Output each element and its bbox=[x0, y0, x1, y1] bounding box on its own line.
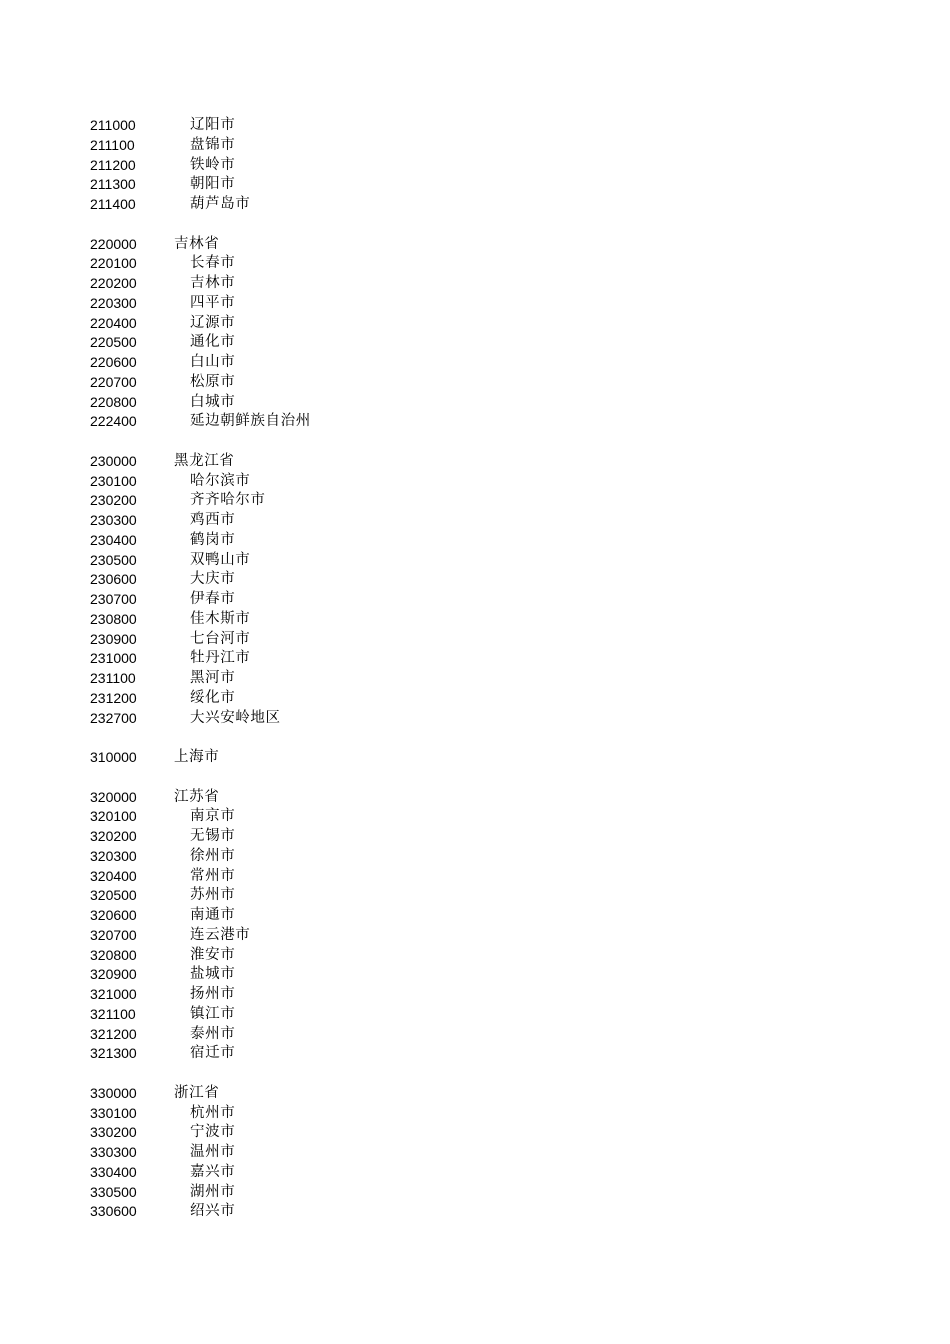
blank-line bbox=[90, 728, 690, 748]
blank-line bbox=[90, 1064, 690, 1084]
city-row bbox=[90, 373, 690, 393]
region-code: 220600 bbox=[90, 354, 137, 370]
region-code: 330300 bbox=[90, 1144, 137, 1160]
city-name: 哈尔滨市 bbox=[190, 472, 251, 489]
city-name: 镇江市 bbox=[190, 1005, 236, 1022]
city-row bbox=[90, 412, 690, 432]
city-row bbox=[90, 136, 690, 156]
city-row bbox=[90, 965, 690, 985]
region-code: 320300 bbox=[90, 847, 137, 864]
city-row bbox=[90, 195, 690, 215]
city-row bbox=[90, 1202, 690, 1222]
region-code: 320200 bbox=[90, 828, 137, 844]
city-row bbox=[90, 353, 690, 373]
city-name: 松原市 bbox=[190, 373, 236, 390]
region-code: 211100 bbox=[90, 136, 135, 153]
city-name: 南通市 bbox=[190, 907, 236, 923]
city-name: 宿迁市 bbox=[190, 1045, 236, 1062]
region-code: 220100 bbox=[90, 255, 137, 272]
region-code: 310000 bbox=[90, 749, 137, 765]
city-row bbox=[90, 1044, 690, 1064]
region-code: 222400 bbox=[90, 413, 137, 430]
city-name: 无锡市 bbox=[190, 828, 236, 844]
city-name: 大兴安岭地区 bbox=[190, 709, 281, 726]
city-name: 白山市 bbox=[190, 354, 236, 370]
region-code: 211300 bbox=[90, 176, 136, 193]
city-row bbox=[90, 926, 690, 946]
region-code: 220700 bbox=[90, 373, 137, 390]
city-row bbox=[90, 274, 690, 294]
region-code: 230800 bbox=[90, 610, 137, 627]
city-row bbox=[90, 1025, 690, 1045]
region-code: 330000 bbox=[90, 1084, 137, 1101]
region-code: 230300 bbox=[90, 512, 137, 528]
city-name: 朝阳市 bbox=[190, 176, 236, 193]
city-row bbox=[90, 590, 690, 610]
city-name: 铁岭市 bbox=[190, 156, 236, 173]
city-name: 常州市 bbox=[190, 867, 236, 884]
region-code: 330500 bbox=[90, 1183, 137, 1200]
region-code: 232700 bbox=[90, 709, 137, 726]
city-row bbox=[90, 175, 690, 195]
city-name: 吉林市 bbox=[190, 275, 236, 291]
city-row bbox=[90, 393, 690, 413]
city-name: 牡丹江市 bbox=[190, 650, 251, 667]
province-row bbox=[90, 1084, 690, 1104]
city-row bbox=[90, 1163, 690, 1183]
region-code: 330400 bbox=[90, 1163, 137, 1180]
province-row bbox=[90, 235, 690, 255]
city-name: 鹤岗市 bbox=[190, 531, 236, 548]
city-row bbox=[90, 333, 690, 353]
city-row bbox=[90, 867, 690, 887]
city-name: 辽阳市 bbox=[190, 117, 236, 133]
city-row bbox=[90, 531, 690, 551]
province-row bbox=[90, 452, 690, 472]
city-row bbox=[90, 827, 690, 847]
region-code: 230100 bbox=[90, 472, 137, 489]
city-name: 双鸭山市 bbox=[190, 551, 251, 568]
city-row bbox=[90, 472, 690, 492]
province-name: 浙江省 bbox=[174, 1084, 220, 1101]
region-code: 320600 bbox=[90, 907, 137, 923]
blank-line bbox=[90, 768, 690, 788]
city-row bbox=[90, 294, 690, 314]
region-code: 220000 bbox=[90, 235, 137, 252]
city-row bbox=[90, 1183, 690, 1203]
city-row bbox=[90, 551, 690, 571]
region-code: 211400 bbox=[90, 196, 136, 212]
region-code: 230000 bbox=[90, 452, 137, 469]
city-name: 连云港市 bbox=[190, 926, 251, 943]
city-name: 白城市 bbox=[190, 393, 236, 410]
city-name: 徐州市 bbox=[190, 847, 236, 864]
blank-line bbox=[90, 215, 690, 235]
region-code: 320500 bbox=[90, 887, 137, 904]
city-name: 七台河市 bbox=[190, 630, 251, 647]
region-code: 231200 bbox=[90, 689, 137, 706]
city-name: 苏州市 bbox=[190, 887, 236, 904]
city-row bbox=[90, 649, 690, 669]
city-name: 泰州市 bbox=[190, 1025, 236, 1042]
region-code: 220500 bbox=[90, 334, 137, 351]
region-code: 330200 bbox=[90, 1124, 137, 1141]
city-name: 大庆市 bbox=[190, 571, 236, 588]
city-row bbox=[90, 807, 690, 827]
region-code: 320100 bbox=[90, 808, 137, 825]
region-code: 211000 bbox=[90, 117, 136, 133]
province-name: 吉林省 bbox=[174, 235, 220, 252]
city-row bbox=[90, 1143, 690, 1163]
region-code: 230200 bbox=[90, 492, 137, 509]
city-row bbox=[90, 610, 690, 630]
city-row bbox=[90, 906, 690, 926]
city-name: 嘉兴市 bbox=[190, 1163, 236, 1180]
city-row bbox=[90, 669, 690, 689]
province-row bbox=[90, 748, 690, 768]
region-code: 231000 bbox=[90, 650, 137, 667]
city-row bbox=[90, 570, 690, 590]
blank-line bbox=[90, 432, 690, 452]
region-code: 230700 bbox=[90, 591, 137, 607]
region-code-list bbox=[90, 116, 690, 1222]
city-name: 佳木斯市 bbox=[190, 610, 251, 627]
province-name: 黑龙江省 bbox=[174, 452, 235, 469]
city-name: 绥化市 bbox=[190, 689, 236, 706]
city-name: 盐城市 bbox=[190, 966, 236, 983]
region-code: 330600 bbox=[90, 1203, 137, 1220]
region-code: 230500 bbox=[90, 551, 137, 568]
city-name: 延边朝鲜族自治州 bbox=[190, 413, 311, 430]
region-code: 330100 bbox=[90, 1104, 137, 1121]
city-name: 辽源市 bbox=[190, 314, 236, 331]
city-row bbox=[90, 709, 690, 729]
province-name: 江苏省 bbox=[174, 788, 220, 805]
city-name: 淮安市 bbox=[190, 946, 236, 963]
province-name: 上海市 bbox=[174, 749, 220, 765]
city-row bbox=[90, 847, 690, 867]
city-name: 鸡西市 bbox=[190, 512, 236, 528]
city-row bbox=[90, 886, 690, 906]
region-code: 321200 bbox=[90, 1025, 137, 1042]
city-name: 杭州市 bbox=[190, 1104, 236, 1121]
city-row bbox=[90, 1123, 690, 1143]
city-row bbox=[90, 985, 690, 1005]
region-code: 321300 bbox=[90, 1045, 137, 1062]
city-name: 四平市 bbox=[190, 294, 236, 311]
city-row bbox=[90, 689, 690, 709]
city-name: 温州市 bbox=[190, 1144, 236, 1160]
region-code: 321000 bbox=[90, 986, 137, 1002]
city-name: 通化市 bbox=[190, 334, 236, 351]
region-code: 211200 bbox=[90, 156, 136, 173]
city-name: 伊春市 bbox=[190, 591, 236, 607]
region-code: 230400 bbox=[90, 531, 137, 548]
region-code: 320000 bbox=[90, 788, 137, 805]
city-row bbox=[90, 511, 690, 531]
city-row bbox=[90, 630, 690, 650]
city-name: 盘锦市 bbox=[190, 136, 236, 153]
city-name: 葫芦岛市 bbox=[190, 196, 251, 212]
city-row bbox=[90, 1104, 690, 1124]
city-name: 宁波市 bbox=[190, 1124, 236, 1141]
region-code: 320900 bbox=[90, 966, 137, 983]
region-code: 220400 bbox=[90, 314, 137, 331]
region-code: 231100 bbox=[90, 670, 136, 686]
region-code: 230600 bbox=[90, 571, 137, 588]
city-name: 齐齐哈尔市 bbox=[190, 492, 266, 509]
city-name: 扬州市 bbox=[190, 986, 236, 1002]
city-row bbox=[90, 491, 690, 511]
city-row bbox=[90, 1005, 690, 1025]
region-code: 220200 bbox=[90, 275, 137, 291]
city-row bbox=[90, 116, 690, 136]
region-code: 320400 bbox=[90, 867, 137, 884]
city-name: 绍兴市 bbox=[190, 1203, 236, 1220]
region-code: 320700 bbox=[90, 926, 137, 943]
region-code: 230900 bbox=[90, 630, 137, 647]
region-code: 220800 bbox=[90, 393, 137, 410]
city-name: 长春市 bbox=[190, 255, 236, 272]
city-row bbox=[90, 946, 690, 966]
city-name: 黑河市 bbox=[190, 670, 236, 686]
region-code: 220300 bbox=[90, 294, 137, 311]
region-code: 320800 bbox=[90, 946, 137, 963]
city-name: 湖州市 bbox=[190, 1183, 236, 1200]
city-row bbox=[90, 254, 690, 274]
city-row bbox=[90, 314, 690, 334]
province-row bbox=[90, 788, 690, 808]
region-code: 321100 bbox=[90, 1005, 136, 1022]
city-name: 南京市 bbox=[190, 808, 236, 825]
city-row bbox=[90, 156, 690, 176]
